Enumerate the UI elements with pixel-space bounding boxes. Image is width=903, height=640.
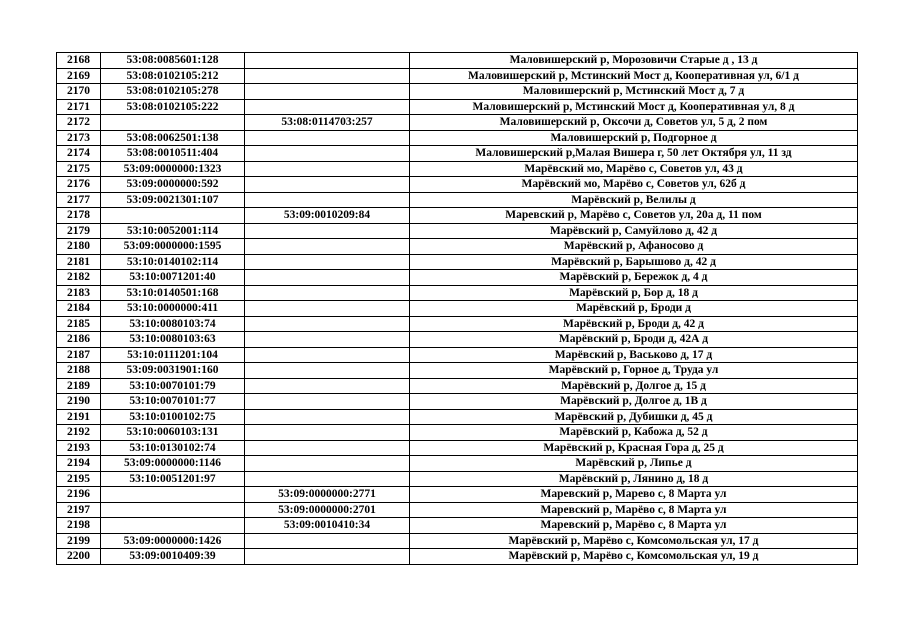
table-row: [57, 208, 858, 224]
row-number-cell: 2170: [57, 84, 101, 100]
cadastral-number-cell: 53:08:0102105:212: [101, 68, 245, 84]
table-row: [57, 53, 858, 69]
cadastral-number-cell: 53:10:0111201:104: [101, 347, 245, 363]
table-row: [57, 487, 858, 503]
row-number-cell: 2178: [57, 208, 101, 224]
address-cell: Марёвский р, Долгое д, 1В д: [410, 394, 858, 410]
row-number-cell: 2181: [57, 254, 101, 270]
row-number-cell: 2198: [57, 518, 101, 534]
cadastral-number-cell: 53:09:0000000:592: [101, 177, 245, 193]
row-number-cell: 2183: [57, 285, 101, 301]
address-cell: Маревский р, Марёво с, 8 Марта ул: [410, 502, 858, 518]
premises-cadastral-number-cell: [245, 378, 410, 394]
table-row: [57, 549, 858, 565]
address-cell: Маловишерский р, Мстинский Мост д, Кооперативная ул, 8 д: [410, 99, 858, 115]
address-cell: Маловишерский р,Малая Вишера г, 50 лет Октября ул, 11 зд: [410, 146, 858, 162]
premises-cadastral-number-cell: [245, 68, 410, 84]
address-cell: Марёвский р, Броди д, 42 д: [410, 316, 858, 332]
row-number-cell: 2194: [57, 456, 101, 472]
row-number-cell: 2175: [57, 161, 101, 177]
premises-cadastral-number-cell: [245, 425, 410, 441]
cadastral-number-cell: 53:10:0100102:75: [101, 409, 245, 425]
premises-cadastral-number-cell: [245, 239, 410, 255]
row-number-cell: 2193: [57, 440, 101, 456]
address-cell: Марёвский р, Марёво с, Комсомольская ул, 19 д: [410, 549, 858, 565]
cadastral-number-cell: 53:10:0080103:63: [101, 332, 245, 348]
row-number-cell: 2179: [57, 223, 101, 239]
premises-cadastral-number-cell: [245, 347, 410, 363]
address-cell: Маловишерский р, Мстинский Мост д, 7 д: [410, 84, 858, 100]
address-cell: Марёвский р, Бережок д, 4 д: [410, 270, 858, 286]
table-row: [57, 363, 858, 379]
cadastral-number-cell: 53:09:0010409:39: [101, 549, 245, 565]
row-number-cell: 2192: [57, 425, 101, 441]
row-number-cell: 2185: [57, 316, 101, 332]
cadastral-number-cell: [101, 115, 245, 131]
cadastral-number-cell: [101, 208, 245, 224]
row-number-cell: 2187: [57, 347, 101, 363]
address-cell: Марёвский р, Марёво с, Комсомольская ул, 17 д: [410, 533, 858, 549]
premises-cadastral-number-cell: 53:08:0114703:257: [245, 115, 410, 131]
table-row: [57, 84, 858, 100]
table-row: [57, 146, 858, 162]
row-number-cell: 2186: [57, 332, 101, 348]
cadastral-number-cell: 53:09:0031901:160: [101, 363, 245, 379]
address-cell: Марёвский р, Броди д: [410, 301, 858, 317]
premises-cadastral-number-cell: [245, 146, 410, 162]
premises-cadastral-number-cell: [245, 533, 410, 549]
table-row: [57, 471, 858, 487]
premises-cadastral-number-cell: [245, 409, 410, 425]
row-number-cell: 2180: [57, 239, 101, 255]
address-cell: Марёвский р, Липье д: [410, 456, 858, 472]
cadastral-number-cell: 53:10:0051201:97: [101, 471, 245, 487]
cadastral-number-cell: [101, 487, 245, 503]
premises-cadastral-number-cell: 53:09:0010209:84: [245, 208, 410, 224]
table-row: [57, 270, 858, 286]
address-cell: Марёвский р, Велилы д: [410, 192, 858, 208]
premises-cadastral-number-cell: [245, 53, 410, 69]
table-row: [57, 254, 858, 270]
table-row: [57, 456, 858, 472]
table-row: [57, 115, 858, 131]
row-number-cell: 2177: [57, 192, 101, 208]
cadastral-number-cell: 53:08:0102105:278: [101, 84, 245, 100]
cadastral-number-cell: 53:10:0070101:79: [101, 378, 245, 394]
cadastral-number-cell: 53:09:0000000:1426: [101, 533, 245, 549]
row-number-cell: 2191: [57, 409, 101, 425]
cadastral-number-cell: 53:10:0060103:131: [101, 425, 245, 441]
table-row: [57, 301, 858, 317]
row-number-cell: 2184: [57, 301, 101, 317]
premises-cadastral-number-cell: [245, 130, 410, 146]
row-number-cell: 2189: [57, 378, 101, 394]
cadastral-number-cell: 53:08:0102105:222: [101, 99, 245, 115]
cadastral-number-cell: 53:08:0085601:128: [101, 53, 245, 69]
registry-table-body: [57, 53, 858, 565]
premises-cadastral-number-cell: [245, 332, 410, 348]
premises-cadastral-number-cell: [245, 99, 410, 115]
cadastral-number-cell: 53:09:0021301:107: [101, 192, 245, 208]
row-number-cell: 2173: [57, 130, 101, 146]
premises-cadastral-number-cell: [245, 254, 410, 270]
row-number-cell: 2182: [57, 270, 101, 286]
table-row: [57, 518, 858, 534]
row-number-cell: 2172: [57, 115, 101, 131]
premises-cadastral-number-cell: [245, 471, 410, 487]
premises-cadastral-number-cell: [245, 394, 410, 410]
cadastral-number-cell: [101, 518, 245, 534]
row-number-cell: 2195: [57, 471, 101, 487]
row-number-cell: 2168: [57, 53, 101, 69]
premises-cadastral-number-cell: [245, 84, 410, 100]
address-cell: Маловишерский р, Морозовичи Старые д , 13 д: [410, 53, 858, 69]
row-number-cell: 2176: [57, 177, 101, 193]
address-cell: Маревский р, Марёво с, Советов ул, 20а д, 11 пом: [410, 208, 858, 224]
row-number-cell: 2190: [57, 394, 101, 410]
table-row: [57, 409, 858, 425]
address-cell: Маловишерский р, Мстинский Мост д, Кооперативная ул, 6/1 д: [410, 68, 858, 84]
row-number-cell: 2196: [57, 487, 101, 503]
address-cell: Марёвский р, Афаносово д: [410, 239, 858, 255]
row-number-cell: 2199: [57, 533, 101, 549]
table-row: [57, 502, 858, 518]
table-row: [57, 239, 858, 255]
cadastral-number-cell: 53:10:0000000:411: [101, 301, 245, 317]
address-cell: Марёвский р, Самуйлово д, 42 д: [410, 223, 858, 239]
cadastral-number-cell: 53:09:0000000:1323: [101, 161, 245, 177]
premises-cadastral-number-cell: [245, 223, 410, 239]
table-row: [57, 99, 858, 115]
premises-cadastral-number-cell: [245, 316, 410, 332]
table-row: [57, 285, 858, 301]
premises-cadastral-number-cell: [245, 363, 410, 379]
premises-cadastral-number-cell: [245, 177, 410, 193]
premises-cadastral-number-cell: [245, 440, 410, 456]
premises-cadastral-number-cell: [245, 549, 410, 565]
address-cell: Марёвский р, Дубишки д, 45 д: [410, 409, 858, 425]
address-cell: Марёвский р, Бор д, 18 д: [410, 285, 858, 301]
row-number-cell: 2171: [57, 99, 101, 115]
table-row: [57, 223, 858, 239]
address-cell: Маловишерский р, Подгорное д: [410, 130, 858, 146]
address-cell: Марёвский р, Горное д, Труда ул: [410, 363, 858, 379]
address-cell: Маревский р, Марёво с, 8 Марта ул: [410, 518, 858, 534]
premises-cadastral-number-cell: 53:09:0000000:2771: [245, 487, 410, 503]
premises-cadastral-number-cell: 53:09:0000000:2701: [245, 502, 410, 518]
premises-cadastral-number-cell: [245, 270, 410, 286]
table-row: [57, 440, 858, 456]
premises-cadastral-number-cell: [245, 301, 410, 317]
cadastral-number-cell: 53:09:0000000:1595: [101, 239, 245, 255]
address-cell: Марёвский р, Кабожа д, 52 д: [410, 425, 858, 441]
address-cell: Марёвский р, Лянино д, 18 д: [410, 471, 858, 487]
registry-table: [56, 52, 858, 565]
table-row: [57, 394, 858, 410]
cadastral-number-cell: 53:08:0010511:404: [101, 146, 245, 162]
cadastral-number-cell: 53:10:0052001:114: [101, 223, 245, 239]
address-cell: Маловишерский р, Оксочи д, Советов ул, 5 д, 2 пом: [410, 115, 858, 131]
premises-cadastral-number-cell: [245, 192, 410, 208]
premises-cadastral-number-cell: [245, 285, 410, 301]
cadastral-number-cell: 53:10:0140501:168: [101, 285, 245, 301]
address-cell: Марёвский мо, Марёво с, Советов ул, 43 д: [410, 161, 858, 177]
row-number-cell: 2188: [57, 363, 101, 379]
premises-cadastral-number-cell: 53:09:0010410:34: [245, 518, 410, 534]
table-row: [57, 425, 858, 441]
address-cell: Марёвский р, Броди д, 42А д: [410, 332, 858, 348]
premises-cadastral-number-cell: [245, 456, 410, 472]
cadastral-number-cell: 53:08:0062501:138: [101, 130, 245, 146]
table-row: [57, 332, 858, 348]
cadastral-number-cell: [101, 502, 245, 518]
row-number-cell: 2169: [57, 68, 101, 84]
address-cell: Марёвский р, Васьково д, 17 д: [410, 347, 858, 363]
cadastral-number-cell: 53:09:0000000:1146: [101, 456, 245, 472]
row-number-cell: 2174: [57, 146, 101, 162]
table-row: [57, 177, 858, 193]
cadastral-number-cell: 53:10:0130102:74: [101, 440, 245, 456]
table-row: [57, 192, 858, 208]
cadastral-number-cell: 53:10:0070101:77: [101, 394, 245, 410]
table-row: [57, 130, 858, 146]
table-row: [57, 378, 858, 394]
table-row: [57, 316, 858, 332]
cadastral-number-cell: 53:10:0071201:40: [101, 270, 245, 286]
table-row: [57, 347, 858, 363]
address-cell: Марёвский р, Красная Гора д, 25 д: [410, 440, 858, 456]
table-row: [57, 533, 858, 549]
table-row: [57, 161, 858, 177]
cadastral-number-cell: 53:10:0140102:114: [101, 254, 245, 270]
row-number-cell: 2200: [57, 549, 101, 565]
address-cell: Маревский р, Марево с, 8 Марта ул: [410, 487, 858, 503]
address-cell: Марёвский р, Барышово д, 42 д: [410, 254, 858, 270]
address-cell: Марёвский мо, Марёво с, Советов ул, 62б д: [410, 177, 858, 193]
row-number-cell: 2197: [57, 502, 101, 518]
premises-cadastral-number-cell: [245, 161, 410, 177]
table-row: [57, 68, 858, 84]
cadastral-number-cell: 53:10:0080103:74: [101, 316, 245, 332]
address-cell: Марёвский р, Долгое д, 15 д: [410, 378, 858, 394]
